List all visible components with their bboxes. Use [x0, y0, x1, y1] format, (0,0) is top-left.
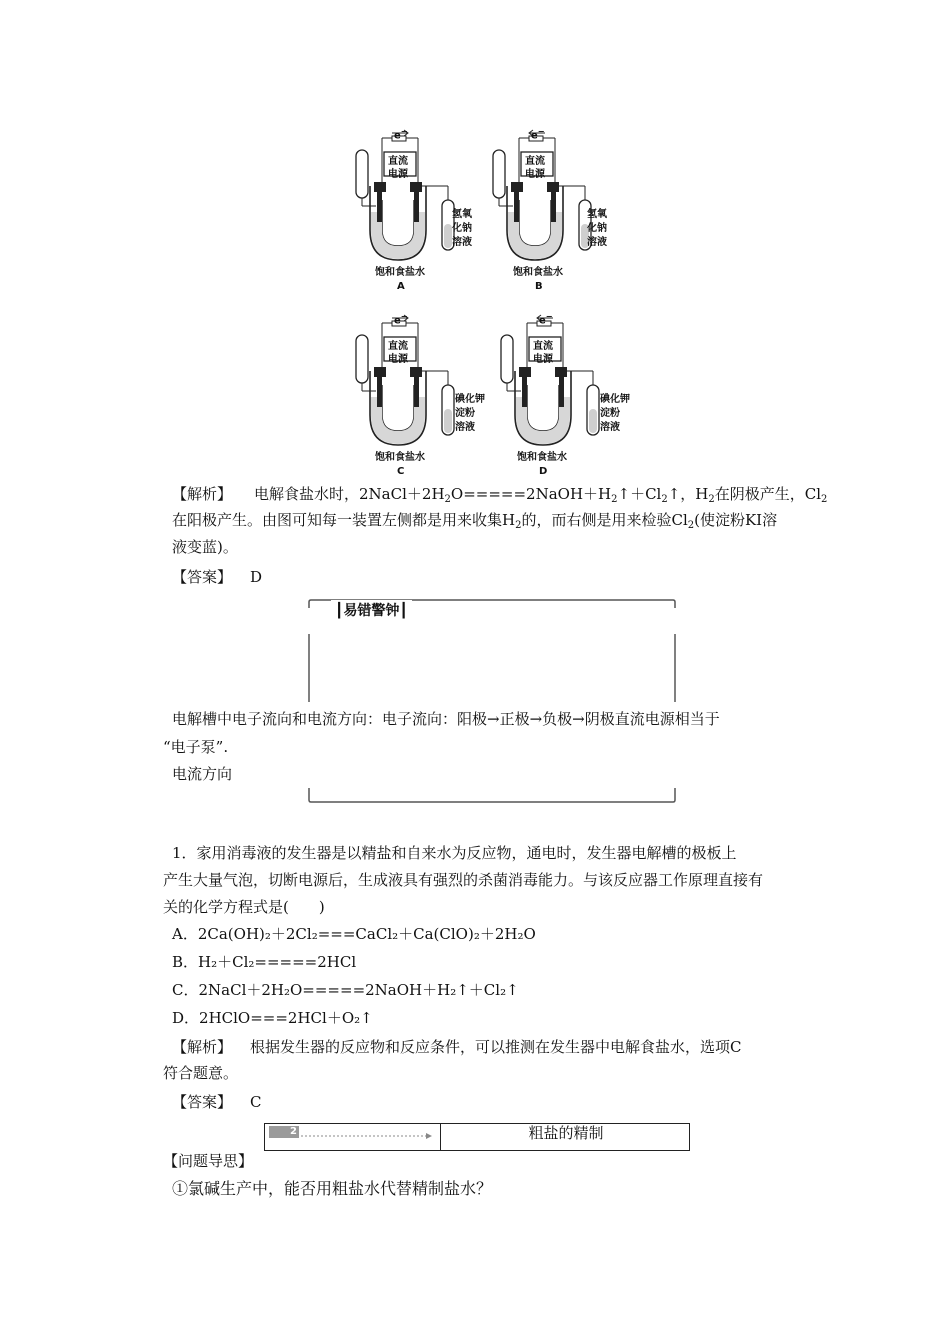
power-label-b: 直流 电源: [525, 156, 545, 180]
answer-value: D: [250, 568, 263, 586]
q1-stem-line-1: 1．家用消毒液的发生器是以精盐和自来水为反应物，通电时，发生器电解槽的极板上: [172, 844, 737, 862]
electron-label-a: e−: [394, 126, 408, 142]
electrolysis-figure: [340, 120, 640, 482]
cell-a: [356, 130, 454, 260]
q1-option-b: B．H₂＋Cl₂=====2HCl: [172, 953, 357, 971]
answer-line: [172, 570, 262, 585]
power-label-c: 直流 电源: [388, 341, 408, 365]
electron-label-d: e−: [539, 311, 553, 327]
brine-label-a: 饱和食盐水: [375, 267, 425, 278]
panel-label-d: D: [539, 466, 548, 477]
analysis-tag: 【解析】: [172, 485, 233, 503]
q1-option-c: C．2NaCl＋2H₂O=====2NaOH＋H₂↑＋Cl₂↑: [172, 981, 519, 999]
section-badge: 2: [269, 1126, 299, 1138]
ki-label-d: 碘化钾 淀粉 溶液: [600, 394, 630, 433]
brine-label-b: 饱和食盐水: [513, 267, 563, 278]
answer-value: C: [250, 1093, 262, 1111]
analysis-line-3: 液变蓝)。: [172, 538, 238, 556]
naoh-label-b: 氢氧 化钠 溶液: [587, 209, 607, 248]
analysis-line-1: 【解析】 电解食盐水时，$2NaCl+2H_2O=====2NaOH+H_2↑+Cl_2↑$，$H_2$在阴极产生，$Cl_2$: [172, 485, 828, 505]
dotted-arrow-icon: [301, 1131, 436, 1141]
cell-d: [501, 315, 599, 445]
cell-b: [493, 130, 591, 260]
panel-label-c: C: [397, 466, 405, 477]
power-label-a: 直流 电源: [388, 156, 408, 180]
brine-label-d: 饱和食盐水: [517, 452, 567, 463]
brine-label-c: 饱和食盐水: [375, 452, 425, 463]
electron-label-c: e−: [394, 311, 408, 327]
guide-tag: 【问题导思】: [163, 1152, 254, 1170]
ki-label-c: 碘化钾 淀粉 溶液: [455, 394, 485, 433]
q1-stem-line-2: 产生大量气泡，切断电源后，生成液具有强烈的杀菌消毒能力。与该反应器工作原理直接有: [163, 871, 764, 889]
q1-option-d: D．2HClO===2HCl＋O₂↑: [172, 1009, 373, 1027]
answer-tag: 【答案】: [172, 568, 233, 586]
section-header-table: [264, 1123, 690, 1151]
warning-line-2: “电子泵”.: [163, 738, 229, 756]
q1-stem-line-3: 关的化学方程式是( ): [163, 898, 325, 916]
guide-question-1: ①氯碱生产中，能否用粗盐水代替精制盐水？: [172, 1179, 493, 1198]
bar-icon: ┃: [399, 603, 408, 619]
q1-analysis-line-2: 符合题意。: [163, 1064, 239, 1082]
electron-label-b: e−: [531, 126, 545, 142]
panel-label-b: B: [535, 281, 543, 292]
warning-title: ┃易错警钟┃: [331, 600, 412, 620]
power-label-d: 直流 电源: [533, 341, 553, 365]
q1-option-a: A．2Ca(OH)₂＋2Cl₂===CaCl₂＋Ca(ClO)₂＋2H₂O: [172, 925, 536, 943]
analysis-tag: 【解析】: [172, 1038, 233, 1056]
q1-analysis-line-1: 【解析】 根据发生器的反应物和反应条件，可以推测在发生器中电解食盐水，选项C: [172, 1038, 742, 1056]
q1-answer-line: [172, 1095, 262, 1110]
naoh-label-a: 氢氧 化钠 溶液: [452, 209, 472, 248]
warning-line-1: 电解槽中电子流向和电流方向：电子流向：阳极→正极→负极→阴极直流电源相当于: [172, 710, 720, 728]
analysis-line-2: 在阳极产生。由图可知每一装置左侧都是用来收集$H_2$的，而右侧是用来检验$Cl_2$(使淀粉KI溶: [172, 511, 778, 531]
warning-line-3: 电流方向: [172, 765, 233, 783]
answer-tag: 【答案】: [172, 1093, 233, 1111]
cell-c: [356, 315, 454, 445]
panel-label-a: A: [397, 281, 405, 292]
bar-icon: ┃: [335, 603, 344, 619]
section-title: 粗盐的精制: [440, 1124, 691, 1150]
warning-box-frame: [307, 598, 677, 804]
